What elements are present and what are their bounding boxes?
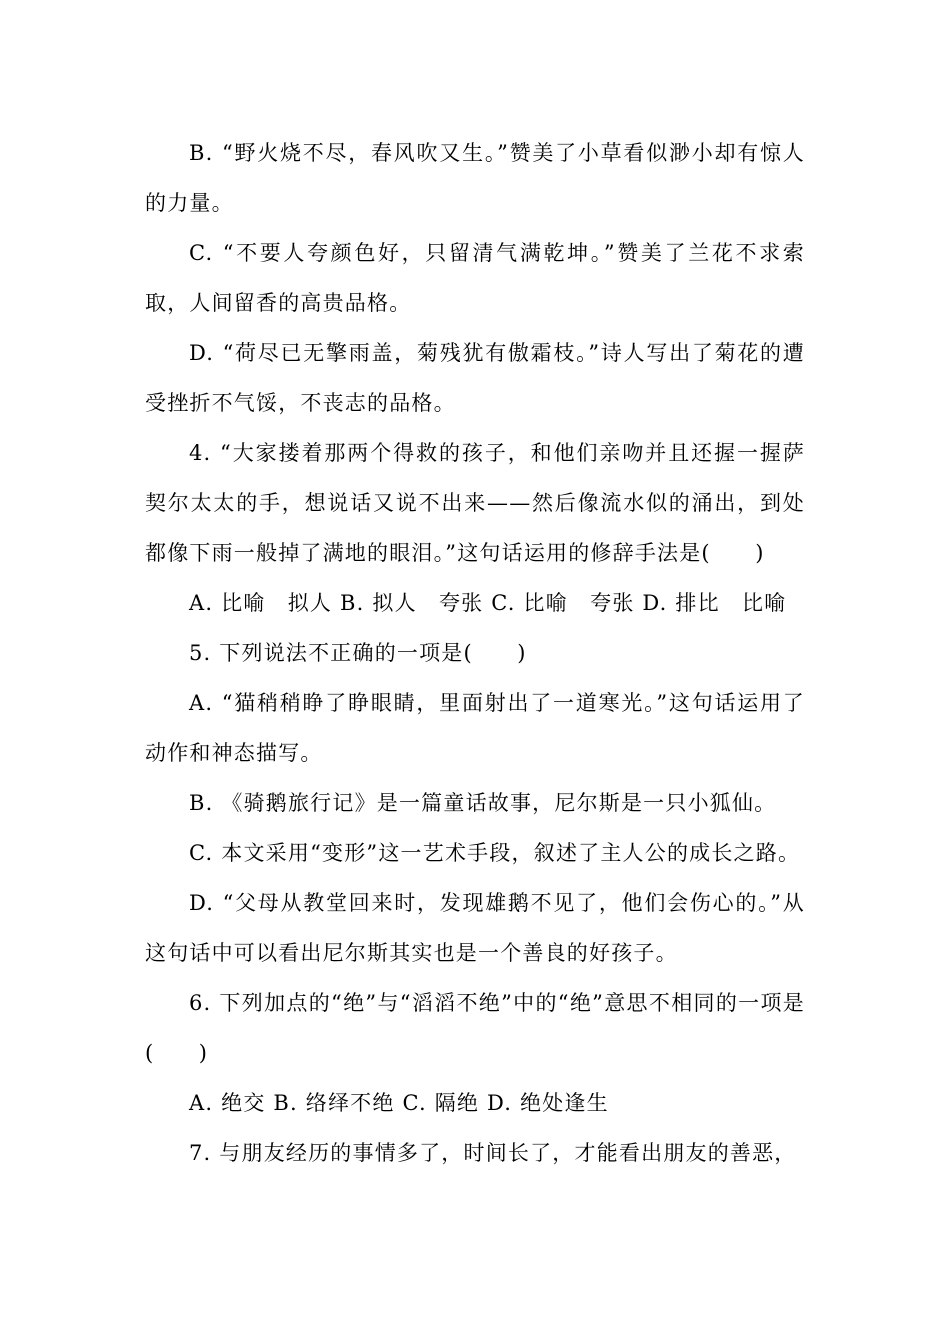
question-7: 7. 与朋友经历的事情多了，时间长了，才能看出朋友的善恶，	[189, 1141, 797, 1165]
option-c-orchid: C. “不要人夸颜色好，只留清气满乾坤。”赞美了兰花不求索取，人间留香的高贵品格。	[145, 241, 805, 315]
question-6: 6. 下列加点的“绝”与“滔滔不绝”中的“绝”意思不相同的一项是( )	[145, 991, 805, 1065]
option-b-wildfire: B. “野火烧不尽，春风吹又生。”赞美了小草看似渺小却有惊人的力量。	[145, 141, 805, 215]
page-content	[145, 128, 805, 1178]
question-4: 4. “大家搂着那两个得救的孩子，和他们亲吻并且还握一握萨契尔太太的手，想说话又说不出来——然后像流水似的涌出，到处都像下雨一般掉了满地的眼泪。”这句话运用的修辞手法是( )	[145, 441, 805, 565]
question-5-option-d: D. “父母从教堂回来时，发现雄鹅不见了，他们会伤心的。”从这句话中可以看出尼尔斯其实也是一个善良的好孩子。	[145, 891, 805, 965]
question-6-options: A. 绝交 B. 络绎不绝 C. 隔绝 D. 绝处逢生	[189, 1091, 609, 1115]
question-5: 5. 下列说法不正确的一项是( )	[189, 641, 527, 665]
question-5-option-b: B. 《骑鹅旅行记》是一篇童话故事，尼尔斯是一只小狐仙。	[189, 791, 777, 815]
question-5-option-c: C. 本文采用“变形”这一艺术手段，叙述了主人公的成长之路。	[189, 841, 801, 865]
option-d-chrysanthemum: D. “荷尽已无擎雨盖，菊残犹有傲霜枝。”诗人写出了菊花的遭受挫折不气馁，不丧志的品格。	[145, 341, 805, 415]
question-5-option-a: A. “猫稍稍睁了睁眼睛，里面射出了一道寒光。”这句话运用了动作和神态描写。	[145, 691, 805, 765]
question-4-options: A. 比喻 拟人 B. 拟人 夸张 C. 比喻 夸张 D. 排比 比喻	[189, 591, 787, 615]
